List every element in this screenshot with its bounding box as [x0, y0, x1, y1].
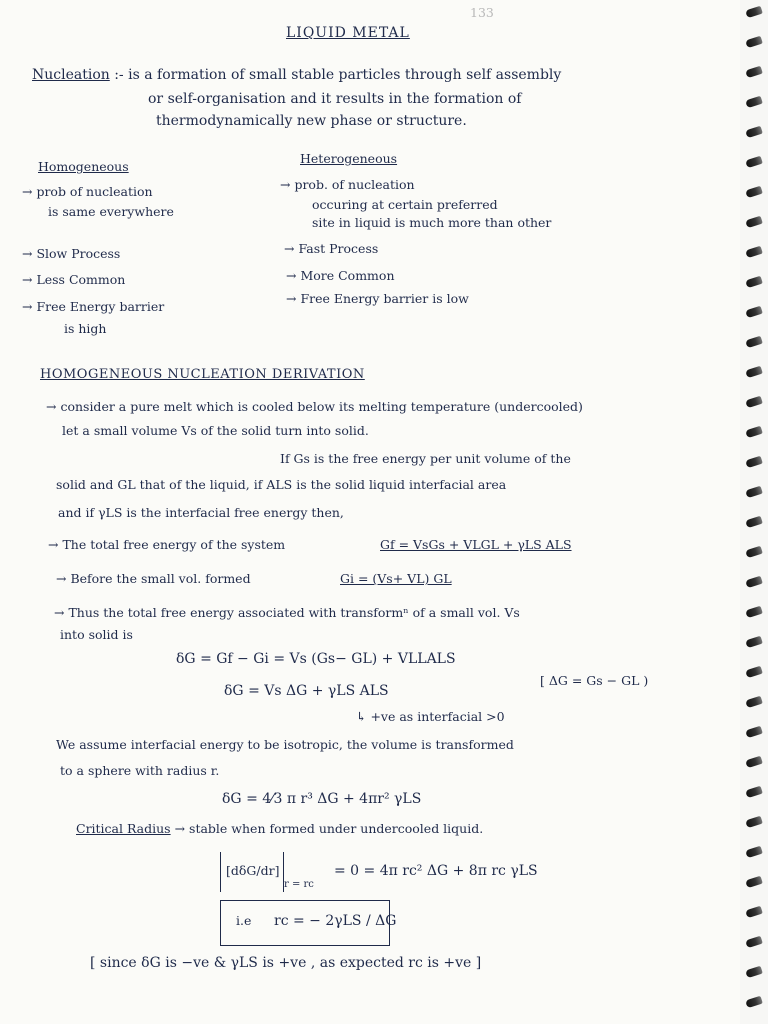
nucleation-term	[32, 66, 561, 84]
spiral-coil	[745, 876, 763, 889]
spiral-coil	[745, 966, 763, 979]
page-title: LIQUID METAL	[286, 25, 410, 41]
homogeneous-point-4b: is high	[64, 321, 107, 336]
homogeneous-point-1b: is same everywhere	[48, 204, 174, 219]
spiral-coil	[745, 816, 763, 829]
spiral-coil	[745, 906, 763, 919]
spiral-coil	[745, 726, 763, 739]
heterogeneous-point-4: → Free Energy barrier is low	[286, 291, 469, 306]
spiral-coil	[745, 66, 763, 79]
homogeneous-point-3: → Less Common	[22, 272, 126, 287]
nucleation-line-3: thermodynamically new phase or structure.	[156, 113, 467, 129]
spiral-coil	[745, 246, 763, 259]
spiral-coil	[745, 516, 763, 529]
spiral-coil	[745, 366, 763, 379]
spiral-coil	[745, 546, 763, 559]
spiral-coil	[745, 306, 763, 319]
initial-free-energy-equation: Gi = (Vs+ VL) GL	[340, 571, 452, 586]
derivative-subscript: r = rc	[284, 879, 314, 890]
homogeneous-heading: Homogeneous	[38, 159, 129, 174]
derivation-line-3: If Gs is the free energy per unit volume of the	[280, 451, 571, 466]
critical-radius-text: → stable when formed under undercooled liquid.	[174, 821, 484, 836]
spiral-coil	[745, 276, 763, 289]
nucleation-term-text: Nucleation	[32, 67, 110, 83]
derivative-lhs: [dδG/dr]	[226, 863, 280, 878]
spiral-coil	[745, 156, 763, 169]
spiral-coil	[745, 786, 763, 799]
spiral-coil	[745, 666, 763, 679]
spiral-coil	[745, 96, 763, 109]
sphere-delta-g-equation: δG = 4⁄3 π r³ ΔG + 4πr² γLS	[222, 791, 422, 807]
total-free-energy-equation: Gf = VsGs + VLGL + γLS ALS	[380, 537, 572, 552]
spiral-coil	[745, 486, 763, 499]
spiral-coil	[745, 576, 763, 589]
critical-radius-equation: rc = − 2γLS / ΔG	[274, 913, 397, 929]
derivation-line-11: to a sphere with radius r.	[60, 763, 220, 778]
derivation-line-4: solid and GL that of the liquid, if ALS is the solid liquid interfacial area	[56, 477, 507, 492]
spiral-coil	[745, 426, 763, 439]
spiral-coil	[745, 696, 763, 709]
derivation-line-9: into solid is	[60, 627, 133, 642]
spiral-coil	[745, 936, 763, 949]
spiral-coil	[745, 396, 763, 409]
nucleation-line-2: or self-organisation and it results in the formation of	[148, 91, 522, 107]
page-number-mark: 133	[470, 5, 494, 20]
ie-label: i.e	[236, 913, 252, 928]
spiral-coil	[745, 36, 763, 49]
heterogeneous-heading: Heterogeneous	[300, 151, 398, 166]
derivation-line-8: → Thus the total free energy associated with transformⁿ of a small vol. Vs	[54, 605, 520, 620]
heterogeneous-point-1c: site in liquid is much more than other	[312, 215, 552, 230]
derivation-line-10: We assume interfacial energy to be isotropic, the volume is transformed	[56, 737, 514, 752]
notebook-spiral-binding	[740, 0, 768, 1024]
spiral-coil	[745, 126, 763, 139]
heterogeneous-point-1b: occuring at certain preferred	[312, 197, 498, 212]
heterogeneous-point-2: → Fast Process	[284, 241, 379, 256]
homogeneous-point-2: → Slow Process	[22, 246, 121, 261]
critical-radius-label: Critical Radius	[76, 821, 171, 836]
derivation-line-2: let a small volume Vs of the solid turn into solid.	[62, 423, 369, 438]
nucleation-line-1: :- is a formation of small stable particles through self assembly	[114, 67, 562, 83]
delta-g-equation-1: δG = Gf − Gi = Vs (Gs− GL) + VLLALS	[176, 651, 456, 667]
homogeneous-point-1a: → prob of nucleation	[22, 184, 153, 199]
delta-g-equation-2: δG = Vs ΔG + γLS ALS	[224, 683, 389, 699]
delta-g-definition-note: [ ΔG = Gs − GL )	[540, 673, 649, 688]
derivation-heading: HOMOGENEOUS NUCLEATION DERIVATION	[40, 367, 365, 382]
spiral-coil	[745, 636, 763, 649]
spiral-coil	[745, 186, 763, 199]
heterogeneous-point-1a: → prob. of nucleation	[280, 177, 415, 192]
spiral-coil	[745, 336, 763, 349]
derivation-line-7-text: → Before the small vol. formed	[56, 571, 251, 586]
derivative-rhs: = 0 = 4π rc² ΔG + 8π rc γLS	[334, 863, 538, 879]
spiral-coil	[745, 6, 763, 19]
heterogeneous-point-3: → More Common	[286, 268, 395, 283]
spiral-coil	[745, 456, 763, 469]
spiral-coil	[745, 846, 763, 859]
spiral-coil	[745, 606, 763, 619]
derivation-line-5: and if γLS is the interfacial free energy then,	[58, 505, 344, 520]
derivation-line-1: → consider a pure melt which is cooled below its melting temperature (undercooled)	[46, 399, 583, 414]
spiral-coil	[745, 756, 763, 769]
critical-radius-row	[76, 820, 483, 838]
homogeneous-point-4a: → Free Energy barrier	[22, 299, 165, 314]
interfacial-positive-note: ↳ +ve as interfacial >0	[356, 709, 505, 724]
final-conclusion: [ since δG is −ve & γLS is +ve , as expected rc is +ve ]	[90, 955, 482, 971]
spiral-coil	[745, 216, 763, 229]
derivation-line-6-text: → The total free energy of the system	[48, 537, 286, 552]
spiral-coil	[745, 996, 763, 1009]
